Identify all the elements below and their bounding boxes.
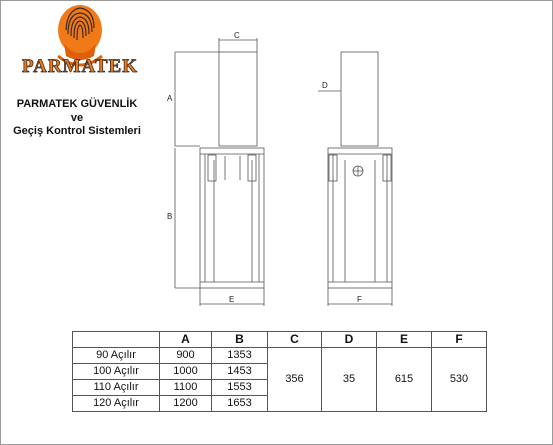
row-b: 1553 [212, 380, 268, 396]
dim-label-b: B [167, 212, 173, 221]
table-header-f: F [432, 332, 487, 348]
company-line-2: ve [70, 111, 84, 124]
logo-text: PARMATEK [21, 56, 139, 77]
dim-label-a: A [167, 94, 173, 103]
table-header-d: D [322, 332, 377, 348]
right-bollard-post [341, 52, 378, 146]
table-header-row [73, 332, 487, 348]
row-a: 1200 [160, 396, 212, 412]
row-a: 1100 [160, 380, 212, 396]
row-b: 1653 [212, 396, 268, 412]
dim-label-d: D [322, 81, 328, 90]
shared-c: 356 [268, 348, 322, 412]
table-header-b: B [212, 332, 268, 348]
right-bollard-housing [328, 148, 392, 288]
dim-label-f: F [357, 295, 362, 304]
dimensions-table [72, 331, 487, 412]
left-bollard-housing [200, 148, 264, 288]
shared-e: 615 [377, 348, 432, 412]
row-name: 110 Açılır [73, 380, 160, 396]
table-header-c: C [268, 332, 322, 348]
shared-d: 35 [322, 348, 377, 412]
dim-label-e: E [229, 295, 235, 304]
company-line-1: PARMATEK GÜVENLİK [16, 98, 138, 110]
row-name: 90 Açılır [73, 348, 160, 364]
row-name: 100 Açılır [73, 364, 160, 380]
dim-label-c: C [234, 31, 240, 40]
table-row [73, 348, 487, 364]
row-a: 900 [160, 348, 212, 364]
row-b: 1353 [212, 348, 268, 364]
table-header-a: A [160, 332, 212, 348]
shared-f: 530 [432, 348, 487, 412]
row-a: 1000 [160, 364, 212, 380]
table-header-empty [73, 332, 160, 348]
row-name: 120 Açılır [73, 396, 160, 412]
table-header-e: E [377, 332, 432, 348]
row-b: 1453 [212, 364, 268, 380]
left-bollard-post [219, 52, 257, 146]
company-line-3: Geçiş Kontrol Sistemleri [13, 125, 141, 137]
